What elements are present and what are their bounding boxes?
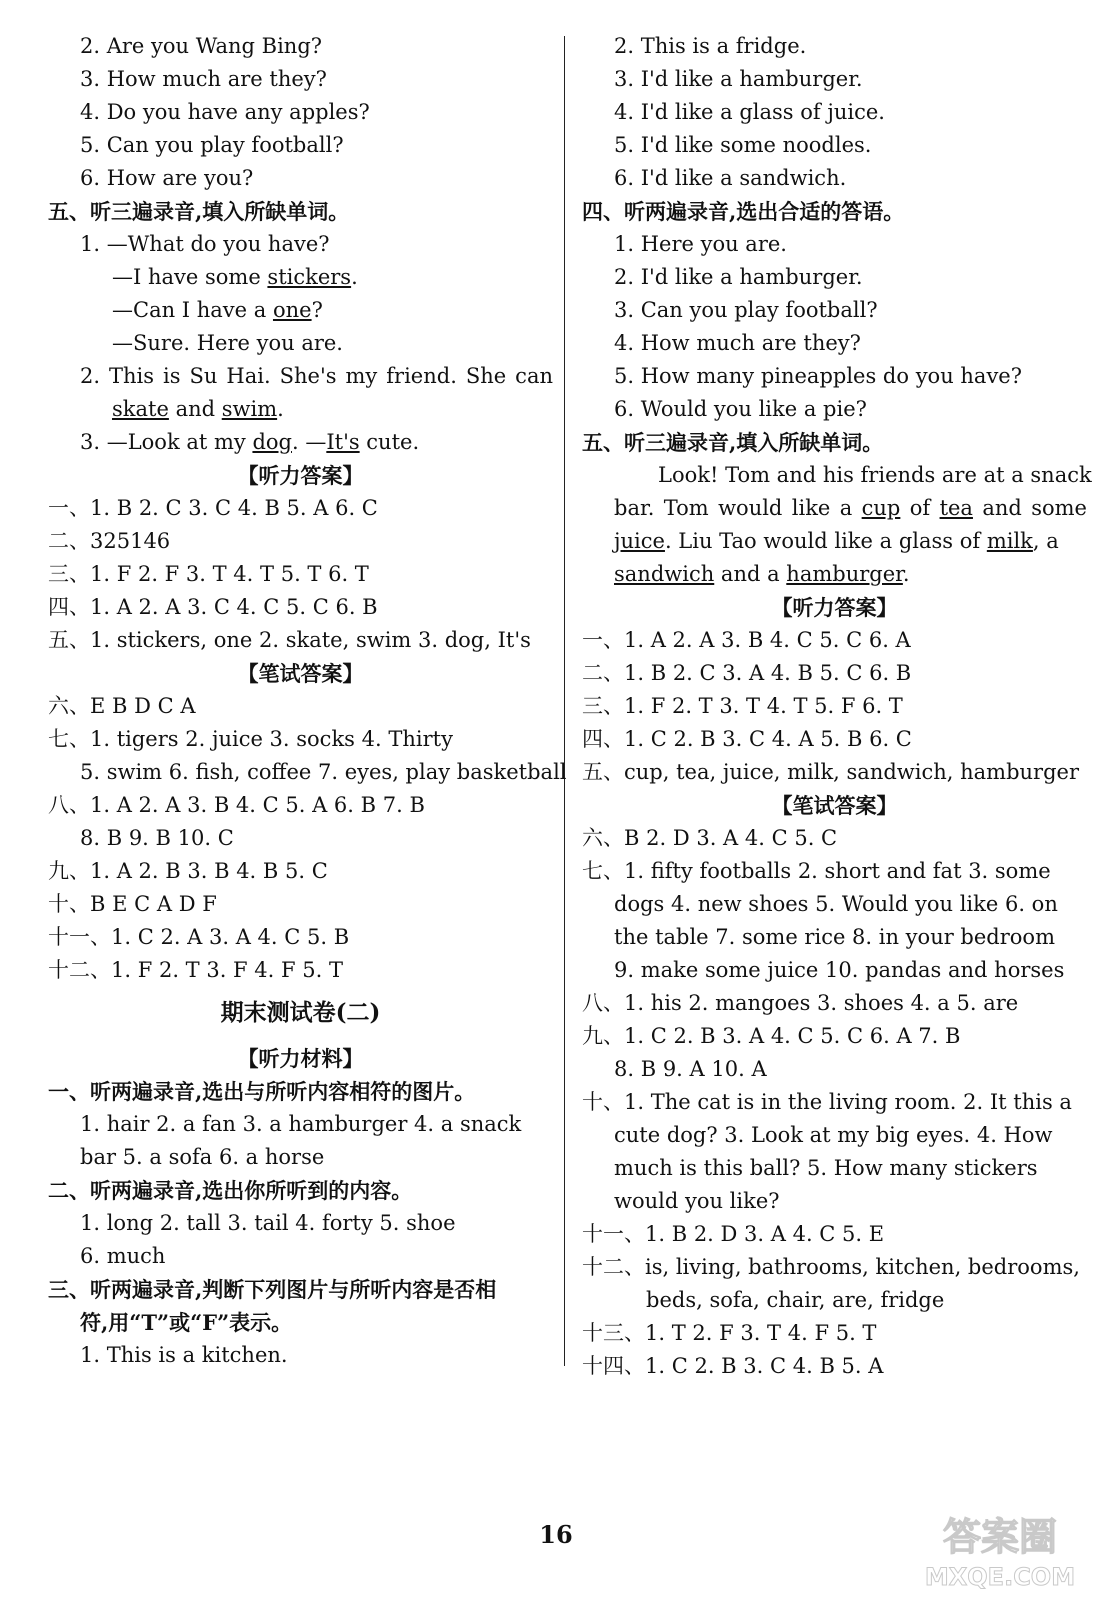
answer-heading: 【听力答案】 — [237, 463, 364, 488]
answer-line: 5. swim 6. fish, coffee 7. eyes, play basketball — [80, 760, 567, 784]
line: 1. hair 2. a fan 3. a hamburger 4. a snack — [80, 1112, 522, 1136]
answer-line: 八、1. his 2. mangoes 3. shoes 4. a 5. are — [582, 991, 1019, 1015]
section-heading: 三、听两遍录音,判断下列图片与所听内容是否相 — [48, 1277, 497, 1302]
line: 1. —What do you have? — [80, 232, 330, 256]
paragraph-line: sandwich and a hamburger. — [614, 562, 910, 586]
svg-text:答案圈: 答案圈 — [942, 1515, 1058, 1559]
line: 5. How many pineapples do you have? — [614, 364, 1022, 388]
line: 3. I'd like a hamburger. — [614, 67, 863, 91]
line: 6. much — [80, 1244, 166, 1268]
section-heading: 符,用“T”或“F”表示。 — [80, 1310, 293, 1335]
page-number: 16 — [539, 1520, 573, 1549]
line: —Sure. Here you are. — [112, 331, 343, 355]
answer-line: 8. B 9. B 10. C — [80, 826, 234, 850]
svg-text:MXQE.COM: MXQE.COM — [924, 1563, 1076, 1591]
answer-line: 一、1. A 2. A 3. B 4. C 5. C 6. A — [582, 628, 911, 652]
answer-line: 九、1. A 2. B 3. B 4. B 5. C — [48, 859, 328, 883]
answer-line: 十一、1. B 2. D 3. A 4. C 5. E — [582, 1222, 885, 1246]
answer-line: 四、1. C 2. B 3. C 4. A 5. B 6. C — [582, 727, 912, 751]
section-heading: 五、听三遍录音,填入所缺单词。 — [48, 199, 350, 224]
answer-line: 9. make some juice 10. pandas and horses — [614, 958, 1065, 982]
answer-line: 五、1. stickers, one 2. skate, swim 3. dog, It's — [48, 628, 531, 652]
line: 3. How much are they? — [80, 67, 327, 91]
line: —Can I have a one? — [112, 298, 323, 322]
paragraph-line: bar. Tom would like a cup of tea and some — [614, 496, 1087, 520]
answer-line: 十、1. The cat is in the living room. 2. It this a — [582, 1090, 1072, 1114]
line: 1. Here you are. — [614, 232, 787, 256]
paragraph-line: juice. Liu Tao would like a glass of milk, a — [614, 529, 1059, 553]
line: 2. Are you Wang Bing? — [80, 34, 323, 58]
material-heading: 【听力材料】 — [237, 1046, 364, 1071]
line: 1. long 2. tall 3. tail 4. forty 5. shoe — [80, 1211, 456, 1235]
answer-line: 六、B 2. D 3. A 4. C 5. C — [582, 826, 838, 850]
answer-line: 六、E B D C A — [48, 694, 196, 718]
column-divider — [564, 36, 565, 1366]
answer-line: much is this ball? 5. How many stickers — [614, 1156, 1038, 1180]
answer-line: 十二、1. F 2. T 3. F 4. F 5. T — [48, 958, 343, 982]
line: 1. This is a kitchen. — [80, 1343, 288, 1367]
section-heading: 四、听两遍录音,选出合适的答语。 — [582, 199, 905, 224]
line: 2. This is a fridge. — [614, 34, 807, 58]
answer-line: 8. B 9. A 10. A — [614, 1057, 767, 1081]
line: 4. How much are they? — [614, 331, 861, 355]
line: 2. I'd like a hamburger. — [614, 265, 863, 289]
line: 6. I'd like a sandwich. — [614, 166, 847, 190]
answer-line: dogs 4. new shoes 5. Would you like 6. on — [614, 892, 1058, 916]
answer-line: 二、325146 — [48, 529, 171, 553]
answer-line: 三、1. F 2. T 3. T 4. T 5. F 6. T — [582, 694, 903, 718]
line: 2. This is Su Hai. She's my friend. She can — [80, 364, 553, 388]
line: 4. I'd like a glass of juice. — [614, 100, 885, 124]
line: —I have some stickers. — [112, 265, 358, 289]
answer-heading: 【笔试答案】 — [771, 793, 898, 818]
line: 3. —Look at my dog. —It's cute. — [80, 430, 420, 454]
answer-line: 十三、1. T 2. F 3. T 4. F 5. T — [582, 1321, 877, 1345]
answer-line: 八、1. A 2. A 3. B 4. C 5. A 6. B 7. B — [48, 793, 425, 817]
answer-line: 十四、1. C 2. B 3. C 4. B 5. A — [582, 1354, 884, 1378]
answer-line: 五、cup, tea, juice, milk, sandwich, hamburger — [582, 760, 1079, 784]
section-heading: 五、听三遍录音,填入所缺单词。 — [582, 430, 884, 455]
line: skate and swim. — [112, 397, 284, 421]
paragraph-line: Look! Tom and his friends are at a snack — [658, 463, 1092, 487]
test-title: 期末测试卷(二) — [220, 999, 381, 1026]
section-heading: 一、听两遍录音,选出与所听内容相符的图片。 — [48, 1079, 476, 1104]
answer-line: 七、1. fifty footballs 2. short and fat 3. some — [582, 859, 1051, 883]
answer-heading: 【笔试答案】 — [237, 661, 364, 686]
watermark-logo — [900, 1500, 1100, 1595]
line: 4. Do you have any apples? — [80, 100, 370, 124]
answer-line: cute dog? 3. Look at my big eyes. 4. How — [614, 1123, 1053, 1147]
answer-line: 四、1. A 2. A 3. C 4. C 5. C 6. B — [48, 595, 378, 619]
answer-line: 七、1. tigers 2. juice 3. socks 4. Thirty — [48, 727, 453, 751]
line: 5. Can you play football? — [80, 133, 344, 157]
line: 6. How are you? — [80, 166, 254, 190]
answer-heading: 【听力答案】 — [771, 595, 898, 620]
section-heading: 二、听两遍录音,选出你所听到的内容。 — [48, 1178, 413, 1203]
answer-line: would you like? — [614, 1189, 780, 1213]
line: bar 5. a sofa 6. a horse — [80, 1145, 325, 1169]
answer-line: beds, sofa, chair, are, fridge — [646, 1288, 945, 1312]
line: 5. I'd like some noodles. — [614, 133, 872, 157]
line: 3. Can you play football? — [614, 298, 878, 322]
answer-line: the table 7. some rice 8. in your bedroom — [614, 925, 1055, 949]
answer-line: 九、1. C 2. B 3. A 4. C 5. C 6. A 7. B — [582, 1024, 961, 1048]
answer-line: 十、B E C A D F — [48, 892, 217, 916]
answer-line: 三、1. F 2. F 3. T 4. T 5. T 6. T — [48, 562, 369, 586]
answer-line: 十二、is, living, bathrooms, kitchen, bedrooms, — [582, 1255, 1080, 1279]
answer-line: 十一、1. C 2. A 3. A 4. C 5. B — [48, 925, 350, 949]
answer-line: 二、1. B 2. C 3. A 4. B 5. C 6. B — [582, 661, 912, 685]
line: 6. Would you like a pie? — [614, 397, 867, 421]
answer-line: 一、1. B 2. C 3. C 4. B 5. A 6. C — [48, 496, 378, 520]
